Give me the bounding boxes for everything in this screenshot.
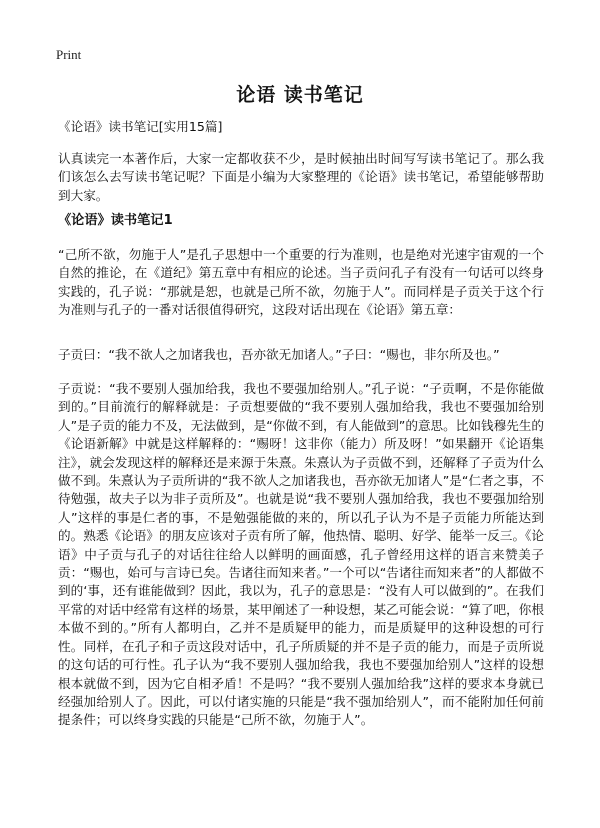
body-paragraph-3: 子贡说：“我不要别人强加给我，我也不要强加给别人。”孔子说：“子贡啊，不是你能做到的。”目前流行的解释就是：子贡想要做的“我不要别人强加给我，我也不要强加给别人”是子贡的能力不及，无法做到，是“你做不到，有人能做到”的意思。比如钱穆先生的《论语新解》中就是这样解释的：“赐呀！这非你（能力）所及呀！”如果翻开《论语集注》，就会发现这样的解释还是来源于朱熹。朱熹认为子贡做不到，还解释了子贡为什么做不到。朱熹认为子贡所讲的“我不欲人之加诸我也，吾亦欲无加诸人”是“仁者之事，不待勉强，故夫子以为非子贡所及”。也就是说“我不要别人强加给我，我也不要强加给别人”这样的事是仁者的事，不是勉强能做的来的，所以孔子认为不是子贡能力所能达到的。熟悉《论语》的朋友应该对子贡有所了解，他热情、聪明、好学、能举一反三。《论语》中子贡与孔子的对话往往给人以鲜明的画面感，孔子曾经用这样的语言来赞美子贡：“赐也，始可与言诗已矣。告诸往而知来者。”一个可以“告诸往而知来者”的人都做不到的‘事，还有谁能做到？因此，我以为，孔子的意思是：“没有人可以做到的”。在我们平常的对话中经常有这样的场景，某甲阐述了一种设想，某乙可能会说：“算了吧，你根本做不到的。”所有人都明白，乙并不是质疑甲的能力，而是质疑甲的这种设想的可行性。同样，在孔子和子贡这段对话中，孔子所质疑的并不是子贡的能力，而是子贡所说的这句话的可行性。孔子认为“我不要别人强加给我，我也不要强加给别人”这样的设想根本就做不到，因为它自相矛盾！不是吗？“我不要别人强加给我”这样的要求本身就已经强加给别人了。因此，可以付诸实施的只能是“我不强加给别人”，而不能附加任何前提条件；可以终身实践的只能是“己所不欲，勿施于人”。 xyxy=(58,381,544,728)
intro-paragraph: 认真读完一本著作后，大家一定都收获不少，是时候抽出时间写写读书笔记了。那么我们该怎么去写读书笔记呢？下面是小编为大家整理的《论语》读书笔记，希望能够帮助到大家。 xyxy=(58,151,544,203)
body-paragraph-1: “己所不欲，勿施于人”是孔子思想中一个重要的行为准则，也是绝对光速宇宙观的一个自然的推论，在《道纪》第五章中有相应的论述。当子贡问孔子有没有一句话可以终身实践的，孔子说：“那就是恕，也就是己所不欲，勿施于人”。而同样是子贡关于这个行为准则与孔子的一番对话很值得研究，这段对话出现在《论语》第五章： xyxy=(58,247,544,318)
body-paragraph-2: 子贡曰：“我不欲人之加诸我也，吾亦欲无加诸人。”子曰：“赐也，非尔所及也。” xyxy=(58,347,500,362)
print-label: Print xyxy=(56,47,82,62)
document-subtitle: 《论语》读书笔记[实用15篇] xyxy=(58,119,223,134)
page-title: 论语 读书笔记 xyxy=(236,84,364,106)
section-heading: 《论语》读书笔记1 xyxy=(58,213,173,228)
